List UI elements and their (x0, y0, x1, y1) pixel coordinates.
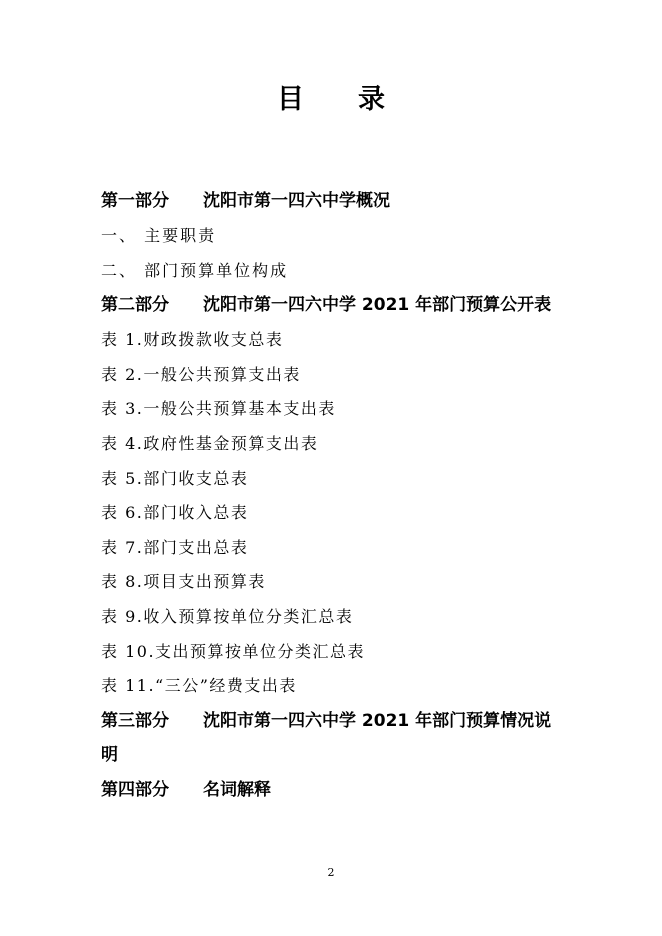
part2-heading: 第二部分 沈阳市第一四六中学 2021 年部门预算公开表 (101, 295, 552, 315)
part3-heading-line2: 明 (101, 745, 118, 765)
table-item-8: 表 8.项目支出预算表 (101, 572, 266, 591)
table-item-7: 表 7.部门支出总表 (101, 538, 249, 557)
table-item-3: 表 3.一般公共预算基本支出表 (101, 399, 336, 418)
page-number: 2 (327, 866, 335, 879)
part1-heading: 第一部分 沈阳市第一四六中学概况 (101, 191, 390, 211)
table-item-9: 表 9.收入预算按单位分类汇总表 (101, 607, 354, 626)
page-title: 目 录 (277, 84, 385, 115)
table-item-6: 表 6.部门收入总表 (101, 503, 249, 522)
part1-item-units: 二、 部门预算单位构成 (101, 261, 289, 280)
table-item-11: 表 11.“三公”经费支出表 (101, 676, 297, 695)
table-item-10: 表 10.支出预算按单位分类汇总表 (101, 642, 366, 661)
part1-item-duties: 一、 主要职责 (101, 226, 217, 245)
part4-heading: 第四部分 名词解释 (101, 780, 271, 800)
table-item-4: 表 4.政府性基金预算支出表 (101, 434, 319, 453)
table-item-2: 表 2.一般公共预算支出表 (101, 365, 301, 384)
table-item-5: 表 5.部门收支总表 (101, 469, 249, 488)
table-item-1: 表 1.财政拨款收支总表 (101, 330, 284, 349)
part3-heading-line1: 第三部分 沈阳市第一四六中学 2021 年部门预算情况说 (101, 711, 552, 731)
